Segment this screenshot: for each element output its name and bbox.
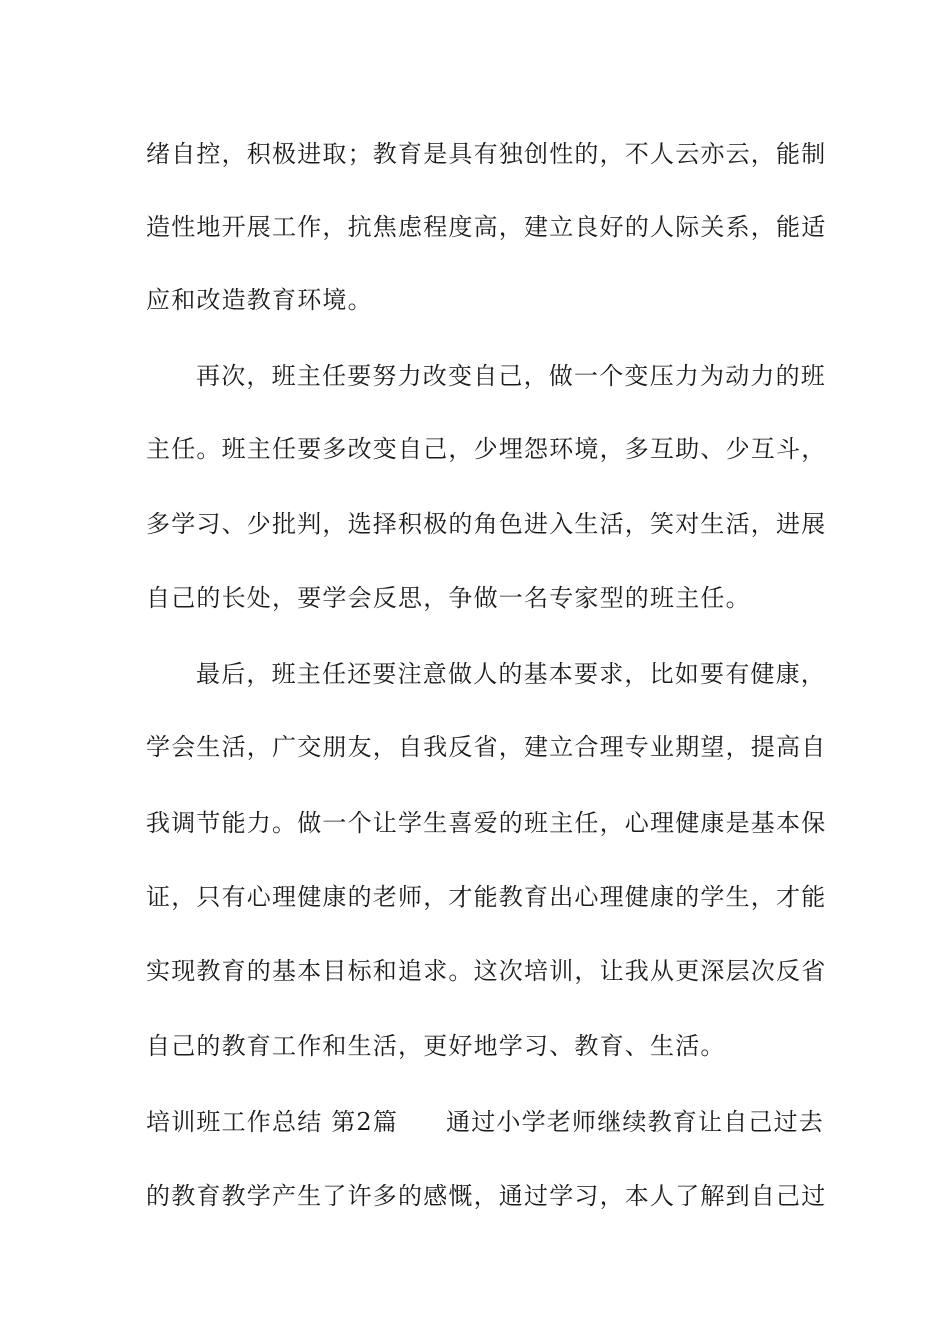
paragraph-line: 证，只有心理健康的老师，才能教育出心理健康的学生，才能 bbox=[146, 883, 827, 911]
paragraph-line: 应和改造教育环境。 bbox=[146, 286, 373, 314]
paragraph-line: 再次，班主任要努力改变自己，做一个变压力为动力的班 bbox=[196, 362, 826, 390]
paragraph-line: 自己的教育工作和生活，更好地学习、教育、生活。 bbox=[146, 1032, 726, 1060]
paragraph-line: 自己的长处，要学会反思，争做一名专家型的班主任。 bbox=[146, 584, 751, 612]
paragraph-line: 多学习、少批判，选择积极的角色进入生活，笑对生活，进展 bbox=[146, 510, 827, 538]
paragraph-line: 的教育教学产生了许多的感慨，通过学习，本人了解到自己过 bbox=[146, 1182, 827, 1210]
section-heading: 培训班工作总结 第2篇 bbox=[146, 1108, 399, 1136]
paragraph-line: 造性地开展工作，抗焦虑程度高，建立良好的人际关系，能适 bbox=[146, 213, 827, 241]
section-heading-line bbox=[146, 1108, 824, 1136]
paragraph-line: 主任。班主任要多改变自己，少埋怨环境，多互助、少互斗， bbox=[146, 435, 827, 463]
paragraph-line: 实现教育的基本目标和追求。这次培训，让我从更深层次反省 bbox=[146, 957, 827, 985]
paragraph-line: 我调节能力。做一个让学生喜爱的班主任，心理健康是基本保 bbox=[146, 809, 827, 837]
section-first-line: 通过小学老师继续教育让自己过去 bbox=[446, 1108, 824, 1136]
paragraph-line: 绪自控，积极进取；教育是具有独创性的，不人云亦云，能制 bbox=[146, 140, 827, 168]
paragraph-line: 最后，班主任还要注意做人的基本要求，比如要有健康， bbox=[196, 660, 826, 688]
paragraph-line: 学会生活，广交朋友，自我反省，建立合理专业期望，提高自 bbox=[146, 733, 827, 761]
